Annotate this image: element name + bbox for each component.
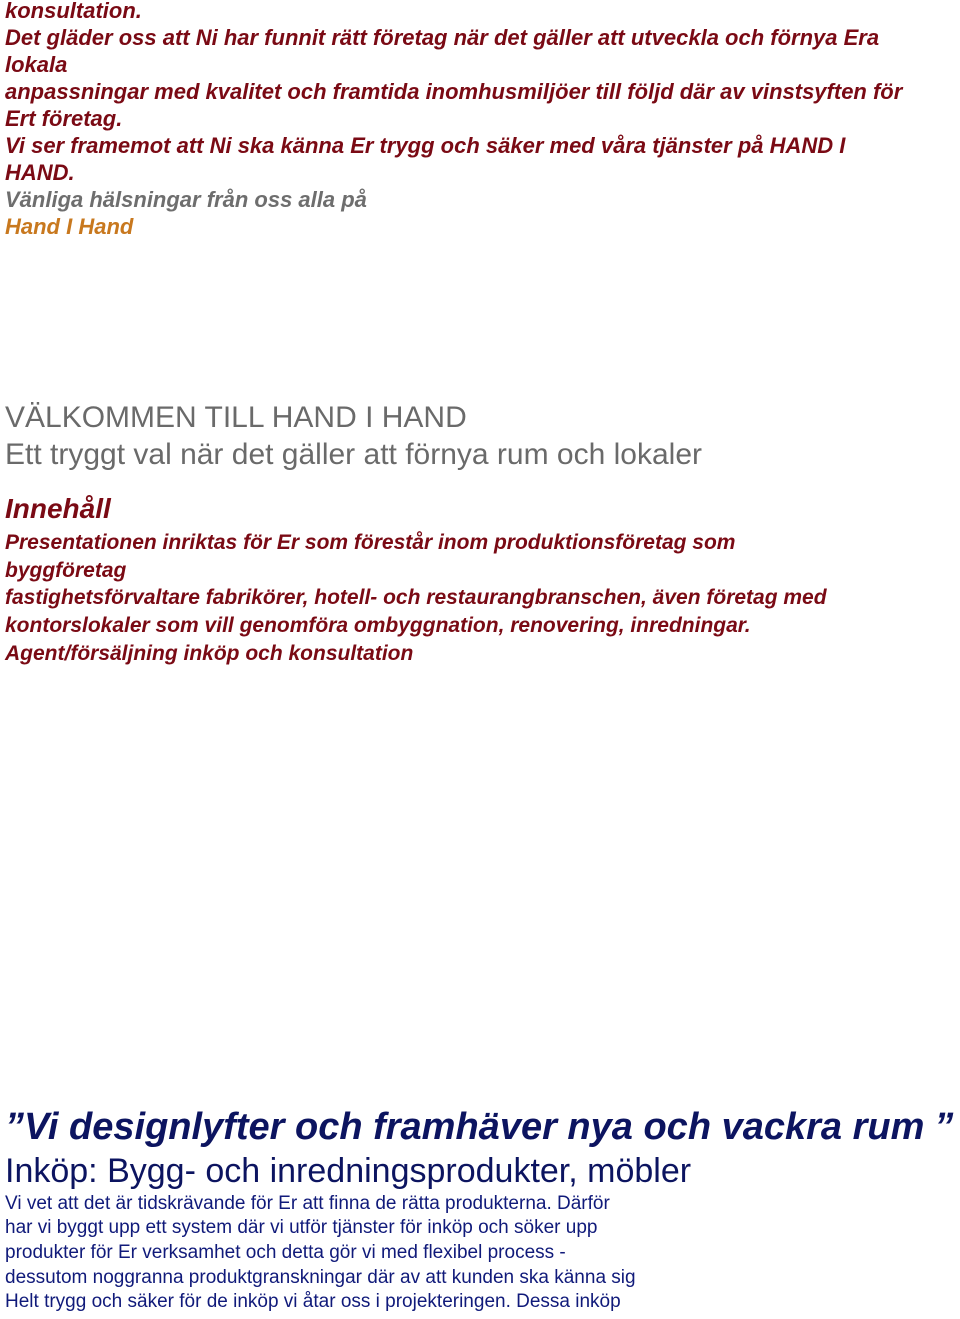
contents-line: Agent/försäljning inköp och konsultation: [5, 642, 414, 665]
intro-line: konsultation.: [5, 0, 142, 23]
welcome-subtitle: Ett tryggt val när det gäller att förnya rum och lokaler: [5, 438, 702, 471]
design-body-line: dessutom noggranna produktgranskningar där av att kunden ska känna sig: [5, 1267, 636, 1288]
design-body-line: Vi vet att det är tidskrävande för Er att finna de rätta produkterna. Därför: [5, 1193, 610, 1214]
intro-line: Det gläder oss att Ni har funnit rätt företag när det gäller att utveckla och förnya Era: [5, 25, 880, 50]
welcome-title: VÄLKOMMEN TILL HAND I HAND: [5, 401, 467, 434]
greeting: Vänliga hälsningar från oss alla på: [5, 187, 367, 212]
intro-line: Ert företag.: [5, 106, 123, 131]
close-quote: ”: [934, 1106, 954, 1148]
contents-heading: Innehåll: [5, 493, 111, 524]
signature: Hand I Hand: [5, 214, 134, 239]
intro-line: anpassningar med kvalitet och framtida inomhusmiljöer till följd där av vinstsyften för: [5, 79, 903, 104]
contents-line: Presentationen inriktas för Er som förestår inom produktionsföretag som: [5, 531, 736, 554]
design-subheading: Inköp: Bygg- och inredningsprodukter, möbler: [5, 1152, 692, 1190]
contents-line: byggföretag: [5, 559, 127, 582]
design-body-line: Helt trygg och säker för de inköp vi åtar oss i projekteringen. Dessa inköp: [5, 1291, 621, 1312]
framemot-line: HAND.: [5, 160, 75, 185]
design-headline: [5, 1108, 953, 1146]
open-quote: ”: [5, 1106, 24, 1148]
intro-line: lokala: [5, 52, 68, 77]
contents-line: kontorslokaler som vill genomföra ombyggnation, renovering, inredningar.: [5, 614, 751, 637]
design-body-line: har vi byggt upp ett system där vi utför tjänster för inköp och söker upp: [5, 1217, 598, 1238]
framemot-line: Vi ser framemot att Ni ska känna Er trygg och säker med våra tjänster på HAND I: [5, 133, 846, 158]
contents-line: fastighetsförvaltare fabrikörer, hotell- och restaurangbranschen, även företag med: [5, 586, 827, 609]
design-body-line: produkter för Er verksamhet och detta gör vi med flexibel process -: [5, 1242, 566, 1263]
design-headline-text: Vi designlyfter och framhäver nya och vackra rum: [24, 1106, 925, 1148]
